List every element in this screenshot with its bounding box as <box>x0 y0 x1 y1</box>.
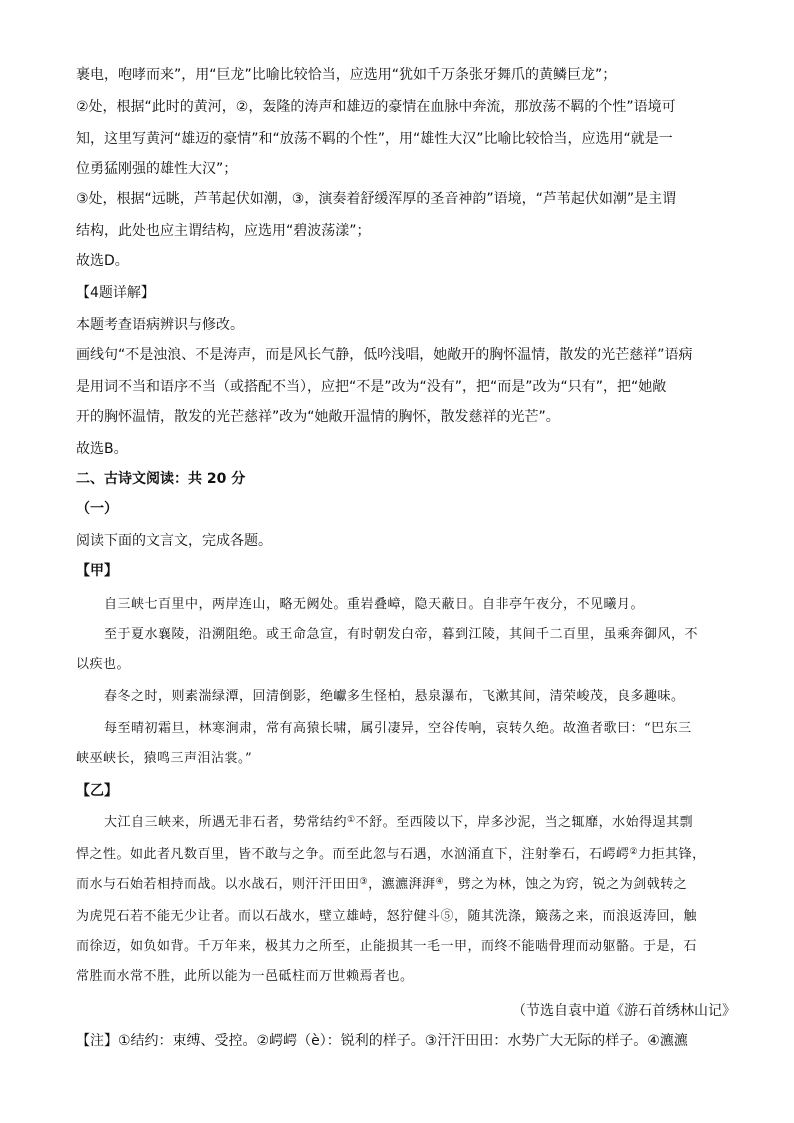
jia-line-2: 至于夏水襄陵，沿溯阻绝。或王命急宣，有时朝发白帝，暮到江陵，其间千二百里，虽乘奔御风，不 <box>104 627 699 642</box>
subsection-heading: （一） <box>76 501 118 517</box>
footnotes: 【注】①结约：束缚、受控。②崿崿（è）：锐利的样子。③汗汗田田：水势广大无际的样子。④瀌瀌 <box>76 1033 688 1049</box>
line-04: 位勇猛刚强的雄性大汉”； <box>76 161 238 177</box>
jia-line-6: 峡巫峡长，猿鸣三声泪沾裳。” <box>76 751 253 766</box>
line-02: ②处，根据“此时的黄河，②，轰隆的涛声和雄迈的豪情在血脉中奔流，那放荡不羁的个性”语境可 <box>76 99 676 115</box>
note-ref-1: ① <box>347 815 356 825</box>
section-heading: 二、古诗文阅读：共 20 分 <box>76 471 246 487</box>
yi-line-4: 为虎兕石若不能无少让者。而以石战水，壁立雄峙，怒狞健斗⑤，随其洗涤，簸荡之来，而浪返涛回，触 <box>76 909 698 924</box>
note-ref-2: ② <box>629 847 639 857</box>
label-jia: 【甲】 <box>76 563 118 579</box>
heading-4: 【4题详解】 <box>76 285 155 301</box>
line-05: ③处，根据“远眺，芦苇起伏如潮，③，演奏着舒缓浑厚的圣音神韵”语境，“芦苇起伏如潮”是主谓 <box>76 191 677 207</box>
source-citation: （节选自袁中道《游石首绣林山记》 <box>512 1003 736 1019</box>
line-06: 结构，此处也应主谓结构，应选用“碧波荡漾”； <box>76 223 371 239</box>
yi-line-5: 而徐迈，如负如背。千万年来，极其力之所至，止能损其一毛一甲，而终不能啮骨理而动躯骼。于是，石 <box>76 939 698 954</box>
note-ref-4: ④ <box>435 877 445 887</box>
yi-line-1: 大江自三峡来，所遇无非石者，势常结约①不舒。至西陵以下，岸多沙泥，当之辄靡，水始得逞其剽 <box>104 815 694 830</box>
yi-line-3: 而水与石始若相持而战。以水战石，则汗汗田田③，瀌瀌湃湃④，劈之为林，蚀之为窍，锐之为剑戟转之 <box>76 877 688 892</box>
jia-line-5: 每至晴初霜旦，林寒涧肃，常有高猿长啸，属引凄异，空谷传响，哀转久绝。故渔者歌曰：“巴东三 <box>104 721 692 736</box>
note-ref-5: ⑤ <box>440 909 455 924</box>
line-07: 故选D。 <box>76 253 129 269</box>
yi-line-6: 常胜而水常不胜，此所以能为一邑砥柱而万世赖焉者也。 <box>76 969 414 984</box>
line-13: 故选B。 <box>76 441 128 457</box>
jia-line-4: 春冬之时，则素湍绿潭，回清倒影，绝巘多生怪柏，悬泉瀑布，飞漱其间，清荣峻茂，良多趣味。 <box>104 689 685 704</box>
jia-line-1: 自三峡七百里中，两岸连山，略无阙处。重岩叠嶂，隐天蔽日。自非亭午夜分，不见曦月。 <box>104 597 645 612</box>
line-12: 开的胸怀温情，散发的光芒慈祥”改为“她敞开温情的胸怀，散发慈祥的光芒”。 <box>76 409 560 425</box>
line-03: 知，这里写黄河“雄迈的豪情”和“放荡不羁的个性”，用“雄性大汉”比喻比较恰当，应选用“就是一 <box>76 131 673 147</box>
label-yi: 【乙】 <box>76 783 118 799</box>
line-10: 画线句“不是浊浪、不是涛声，而是风长气静，低吟浅唱，她敞开的胸怀温情，散发的光芒慈祥”语病 <box>76 347 693 363</box>
note-ref-3: ③ <box>359 877 369 887</box>
line-01: 裹电，咆哮而来”，用“巨龙”比喻比较恰当，应选用“犹如千万条张牙舞爪的黄鳞巨龙”； <box>76 67 617 83</box>
yi-line-2: 悍之性。如此者凡数百里，皆不敢与之争。而至此忽与石遇，水汹涌直下，注射拳石，石崿崿②力拒其锋， <box>76 847 706 862</box>
line-09: 本题考查语病辨识与修改。 <box>76 317 244 333</box>
instruction: 阅读下面的文言文，完成各题。 <box>76 533 272 549</box>
line-11: 是用词不当和语序不当（或搭配不当），应把“不是”改为“没有”，把“而是”改为“只有”，把“她敞 <box>76 379 667 395</box>
jia-line-3: 以疾也。 <box>76 657 131 672</box>
